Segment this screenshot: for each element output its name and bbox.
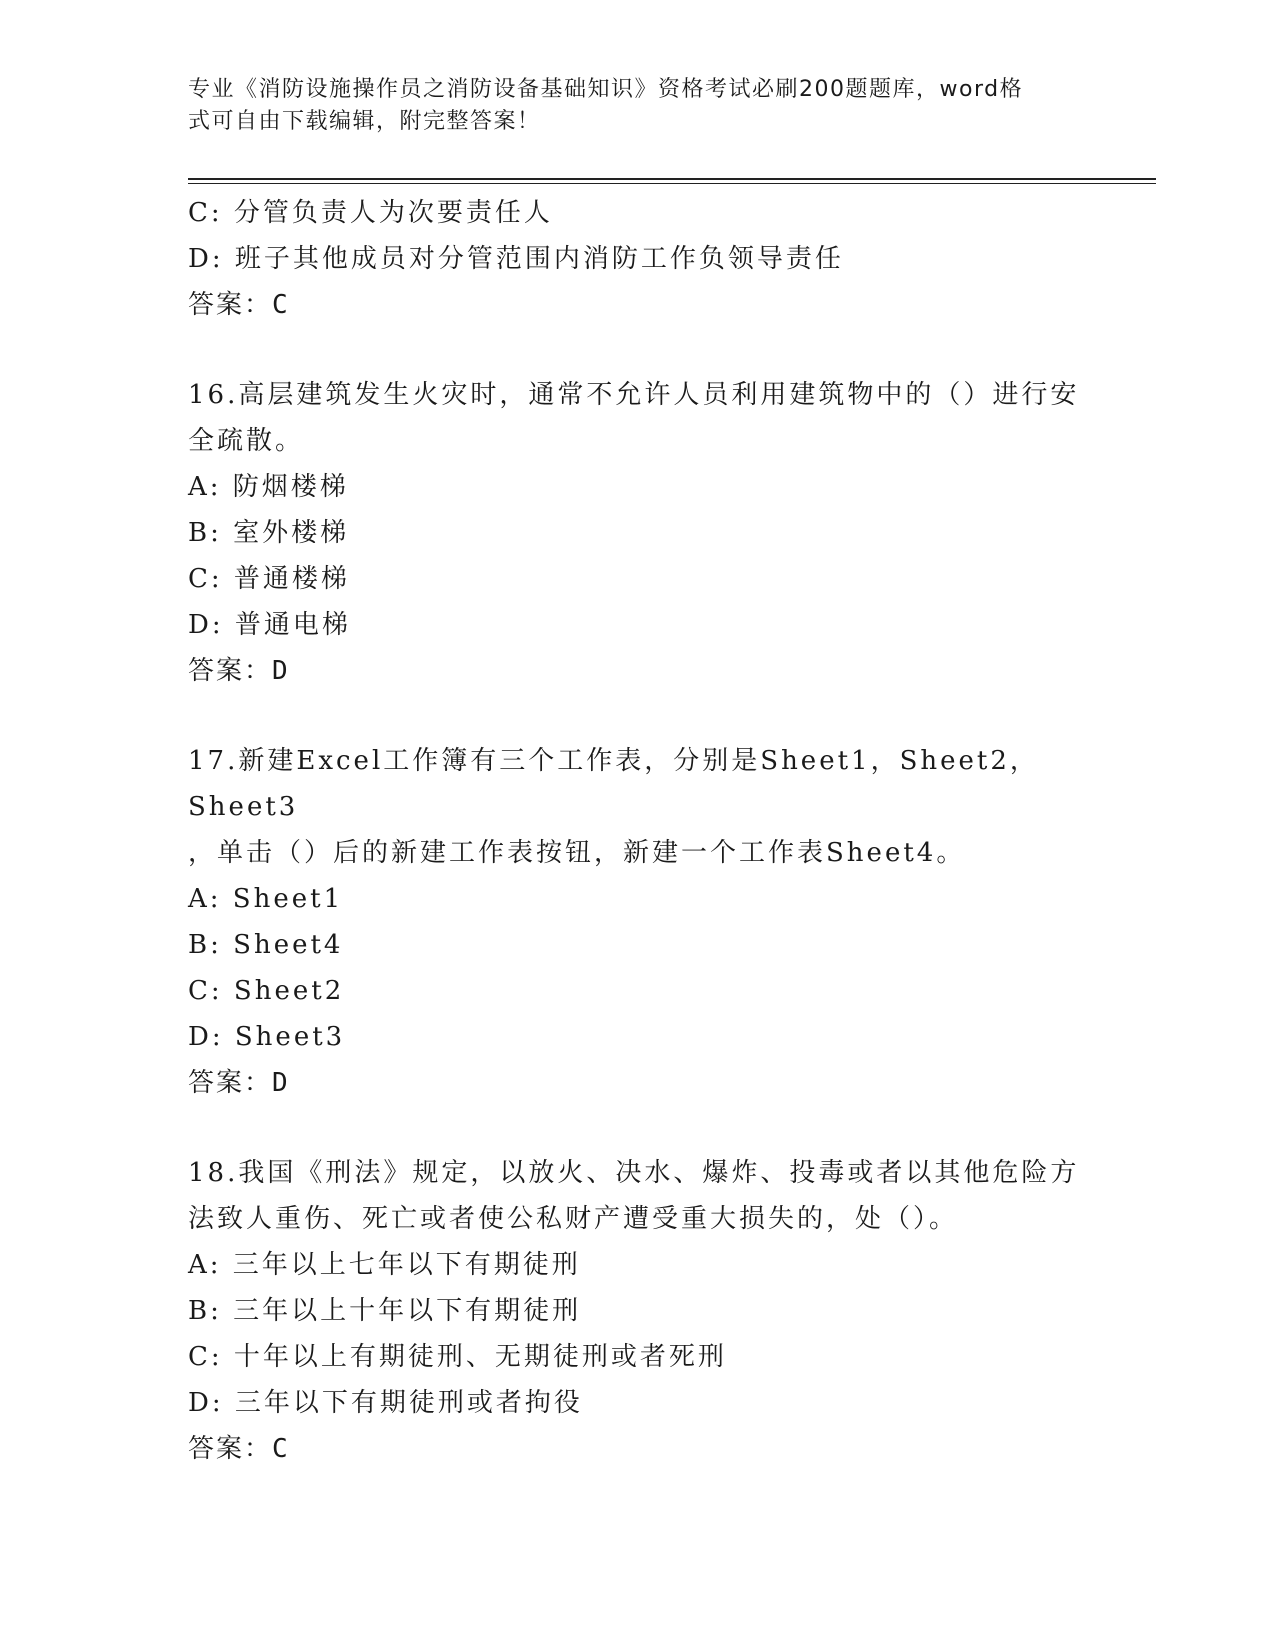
question-16	[188, 372, 1088, 694]
document-header	[188, 74, 1068, 138]
option-d: D: Sheet3	[188, 1022, 346, 1052]
option-d: D: 班子其他成员对分管范围内消防工作负领导责任	[188, 244, 844, 274]
option-c: C: 分管负责人为次要责任人	[188, 198, 553, 228]
header-line-2: 式可自由下载编辑，附完整答案！	[188, 109, 541, 134]
header-divider-thin	[188, 183, 1156, 184]
option-a: A: 三年以上七年以下有期徒刑	[188, 1250, 581, 1280]
question-content	[188, 190, 1088, 1472]
question-stem-line-2: 法致人重伤、死亡或者使公私财产遭受重大损失的，处（）。	[188, 1204, 959, 1234]
answer-label: 答案：	[188, 290, 273, 320]
option-b: B: 三年以上十年以下有期徒刑	[188, 1296, 582, 1326]
answer-label: 答案：	[188, 656, 273, 686]
option-c: C: 普通楼梯	[188, 564, 350, 594]
carryover-question	[188, 190, 1088, 328]
question-17	[188, 738, 1088, 1106]
answer-line	[188, 1060, 1088, 1106]
answer-value: C	[272, 1434, 290, 1464]
question-18	[188, 1150, 1088, 1472]
answer-line	[188, 282, 1088, 328]
answer-label: 答案：	[188, 1434, 273, 1464]
spacer	[188, 328, 1088, 372]
option-b: B: 室外楼梯	[188, 518, 350, 548]
question-stem-line-1: 16.高层建筑发生火灾时，通常不允许人员利用建筑物中的（）进行安	[188, 380, 1080, 410]
option-d: D: 普通电梯	[188, 610, 351, 640]
question-stem-line-2: 全疏散。	[188, 426, 305, 456]
answer-value: D	[272, 1068, 290, 1098]
answer-value: D	[272, 656, 290, 686]
answer-label: 答案：	[188, 1068, 273, 1098]
option-d: D: 三年以下有期徒刑或者拘役	[188, 1388, 583, 1418]
question-stem-line-2: ，单击（）后的新建工作表按钮，新建一个工作表Sheet4。	[188, 838, 966, 868]
question-stem-line-1: 17.新建Excel工作簿有三个工作表，分别是Sheet1，Sheet2，Sheet3	[188, 746, 1039, 822]
spacer	[188, 1106, 1088, 1150]
header-line-1: 专业《消防设施操作员之消防设备基础知识》资格考试必刷200题题库，word格	[188, 77, 1024, 102]
option-c: C: Sheet2	[188, 976, 345, 1006]
answer-line	[188, 648, 1088, 694]
answer-value: C	[272, 290, 290, 320]
option-a: A: Sheet1	[188, 884, 344, 914]
answer-line	[188, 1426, 1088, 1472]
option-b: B: Sheet4	[188, 930, 344, 960]
question-stem-line-1: 18.我国《刑法》规定，以放火、决水、爆炸、投毒或者以其他危险方	[188, 1158, 1080, 1188]
spacer	[188, 694, 1088, 738]
option-a: A: 防烟楼梯	[188, 472, 349, 502]
header-divider-thick	[188, 178, 1156, 180]
option-c: C: 十年以上有期徒刑、无期徒刑或者死刑	[188, 1342, 727, 1372]
